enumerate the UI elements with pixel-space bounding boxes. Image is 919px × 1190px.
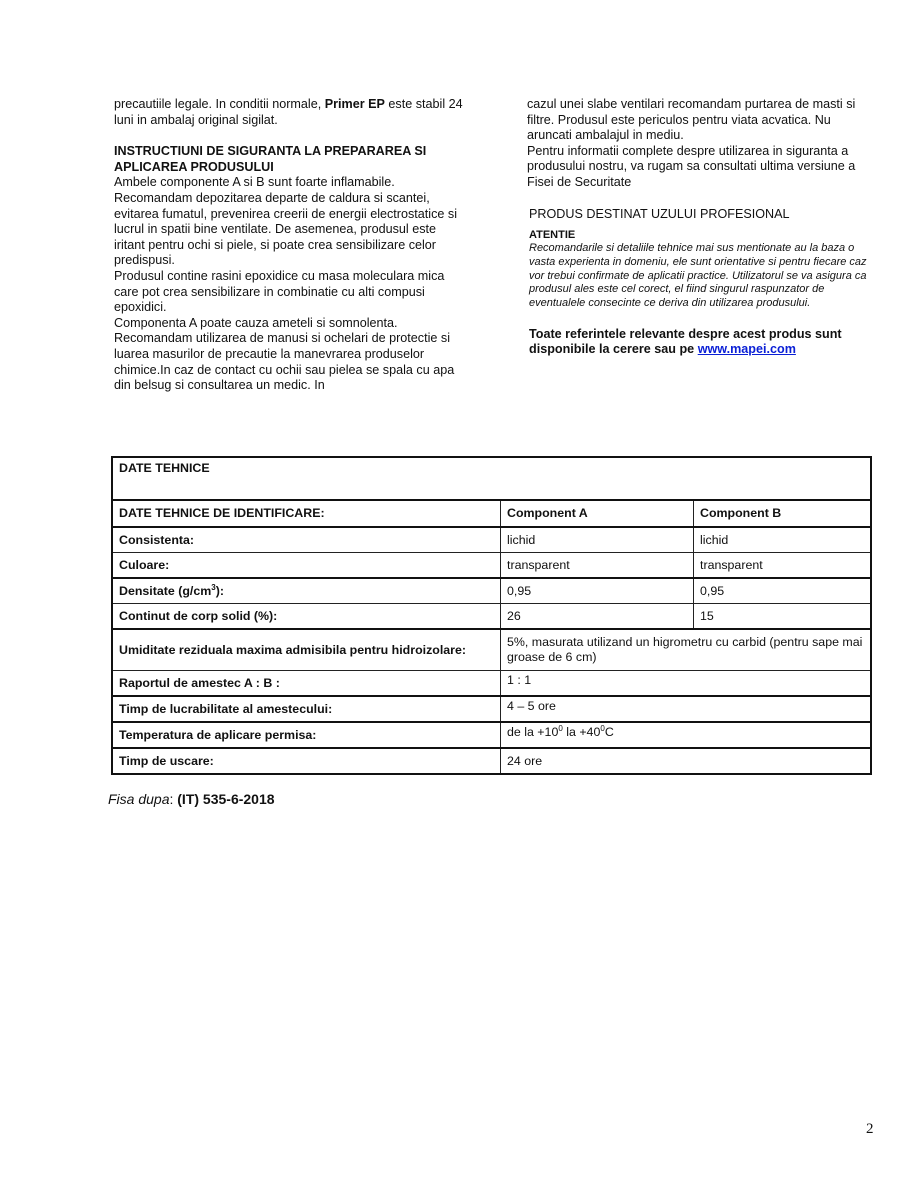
table-row: [112, 671, 871, 697]
table-title: DATE TEHNICE: [112, 457, 871, 500]
table-header-row: [112, 500, 871, 527]
table-row: [112, 629, 871, 671]
table-row: [112, 578, 871, 604]
row-value-b: lichid: [694, 527, 872, 553]
row-label: Temperatura de aplicare permisa:: [112, 722, 501, 748]
header-component-a: Component A: [501, 500, 694, 527]
product-name: Primer EP: [324, 97, 385, 111]
row-value-b: 0,95: [694, 578, 872, 604]
row-label: Continut de corp solid (%):: [112, 604, 501, 630]
row-label: Raportul de amestec A : B :: [112, 671, 501, 697]
row-label: Umiditate reziduala maxima admisibila pentru hidroizolare:: [112, 629, 501, 671]
mapei-link[interactable]: www.mapei.com: [697, 342, 796, 357]
row-value: 5%, masurata utilizand un higrometru cu carbid (pentru sape mai groase de 6 cm): [501, 629, 872, 671]
continuation-paragraph: cazul unei slabe ventilari recomandam purtarea de masti si filtre. Produsul este periculos pentru viata acvatica. Nu aruncati ambalajul in mediu.: [527, 97, 856, 143]
row-value: de la $+10^0$ la $+40^0C$: [501, 722, 872, 748]
row-label: Culoare:: [112, 553, 501, 579]
row-value: 24 ore: [501, 748, 872, 774]
row-value-b: transparent: [694, 553, 872, 579]
row-value-b: 15: [694, 604, 872, 630]
storage-paragraph: precautiile legale. In conditii normale, Primer EP este stabil 24 luni in ambalaj original sigilat.: [114, 97, 463, 127]
technical-data-table: [111, 456, 872, 775]
table-row: [112, 553, 871, 579]
row-label: Consistenta:: [112, 527, 501, 553]
professional-use-label: PRODUS DESTINAT UZULUI PROFESIONAL: [529, 206, 790, 221]
row-value: 1 : 1: [501, 671, 872, 697]
table-row: [112, 722, 871, 748]
row-label: Timp de lucrabilitate al amestecului:: [112, 696, 501, 722]
row-value-a: 26: [501, 604, 694, 630]
table-row: [112, 696, 871, 722]
page-number: 2: [866, 1121, 874, 1137]
references-paragraph: Toate referintele relevante despre acest produs sunt disponibile la cerere sau pe www.mapei.com: [529, 326, 842, 357]
safety-paragraph-2: Produsul contine rasini epoxidice cu masa moleculara mica care pot crea sensibilizare in combinatie cu alti compusi epoxidici.: [114, 268, 445, 315]
document-reference: Fisa dupa: (IT) 535-6-2018: [108, 791, 275, 807]
row-label: Timp de uscare:: [112, 748, 501, 774]
safety-sheet-note: Pentru informatii complete despre utilizarea in siguranta a produsului nostru, va rugam sa consultati ultima versiune a Fisei de Securitate: [527, 143, 856, 189]
safety-paragraph-3: Componenta A poate cauza ameteli si somnolenta. Recomandam utilizarea de manusi si ochelari de protectie si luarea masurilor de precautie la manevrarea produselor chimice.In caz de contact cu ochii sau pielea se spala cu apa din belsug si consultarea un medic. In: [114, 315, 455, 393]
header-label: DATE TEHNICE DE IDENTIFICARE:: [112, 500, 501, 527]
attention-title: ATENTIE: [529, 229, 576, 242]
row-value-a: 0,95: [501, 578, 694, 604]
table-row: [112, 527, 871, 553]
safety-heading: INSTRUCTIUNI DE SIGURANTA LA PREPARAREA SI APLICAREA PRODUSULUI: [114, 144, 427, 174]
attention-body: Recomandarile si detaliile tehnice mai sus mentionate au la baza o vasta experienta in domeniu, ele sunt orientative si pentru fiecare caz vor trebui confirmate de aplicatii practice. Utilizatorul se va asigura ca produsul ales este cel corect, el fiind singurul raspunzator de eventualele consecinte ce deriva din utilizarea produsului.: [529, 242, 867, 309]
right-column: [523, 97, 878, 358]
safety-paragraph-1: Ambele componente A si B sunt foarte inflamabile. Recomandam depozitarea departe de caldura si scantei, evitarea fumatul, prevenirea creerii de energii electrostatice si lucrul in spatii bine ventilate. De asemenea, produsul este iritant pentru ochi si piele, si poate crea sensibilizare celor predispusi.: [114, 175, 457, 268]
table-row: [112, 748, 871, 774]
header-component-b: Component B: [694, 500, 872, 527]
table-row: [112, 604, 871, 630]
left-column: [114, 97, 464, 394]
row-value-a: transparent: [501, 553, 694, 579]
row-label: Densitate $(g/cm^3)$:: [112, 578, 501, 604]
table-title-row: [112, 457, 871, 500]
row-value: 4 – 5 ore: [501, 696, 872, 722]
row-value-a: lichid: [501, 527, 694, 553]
